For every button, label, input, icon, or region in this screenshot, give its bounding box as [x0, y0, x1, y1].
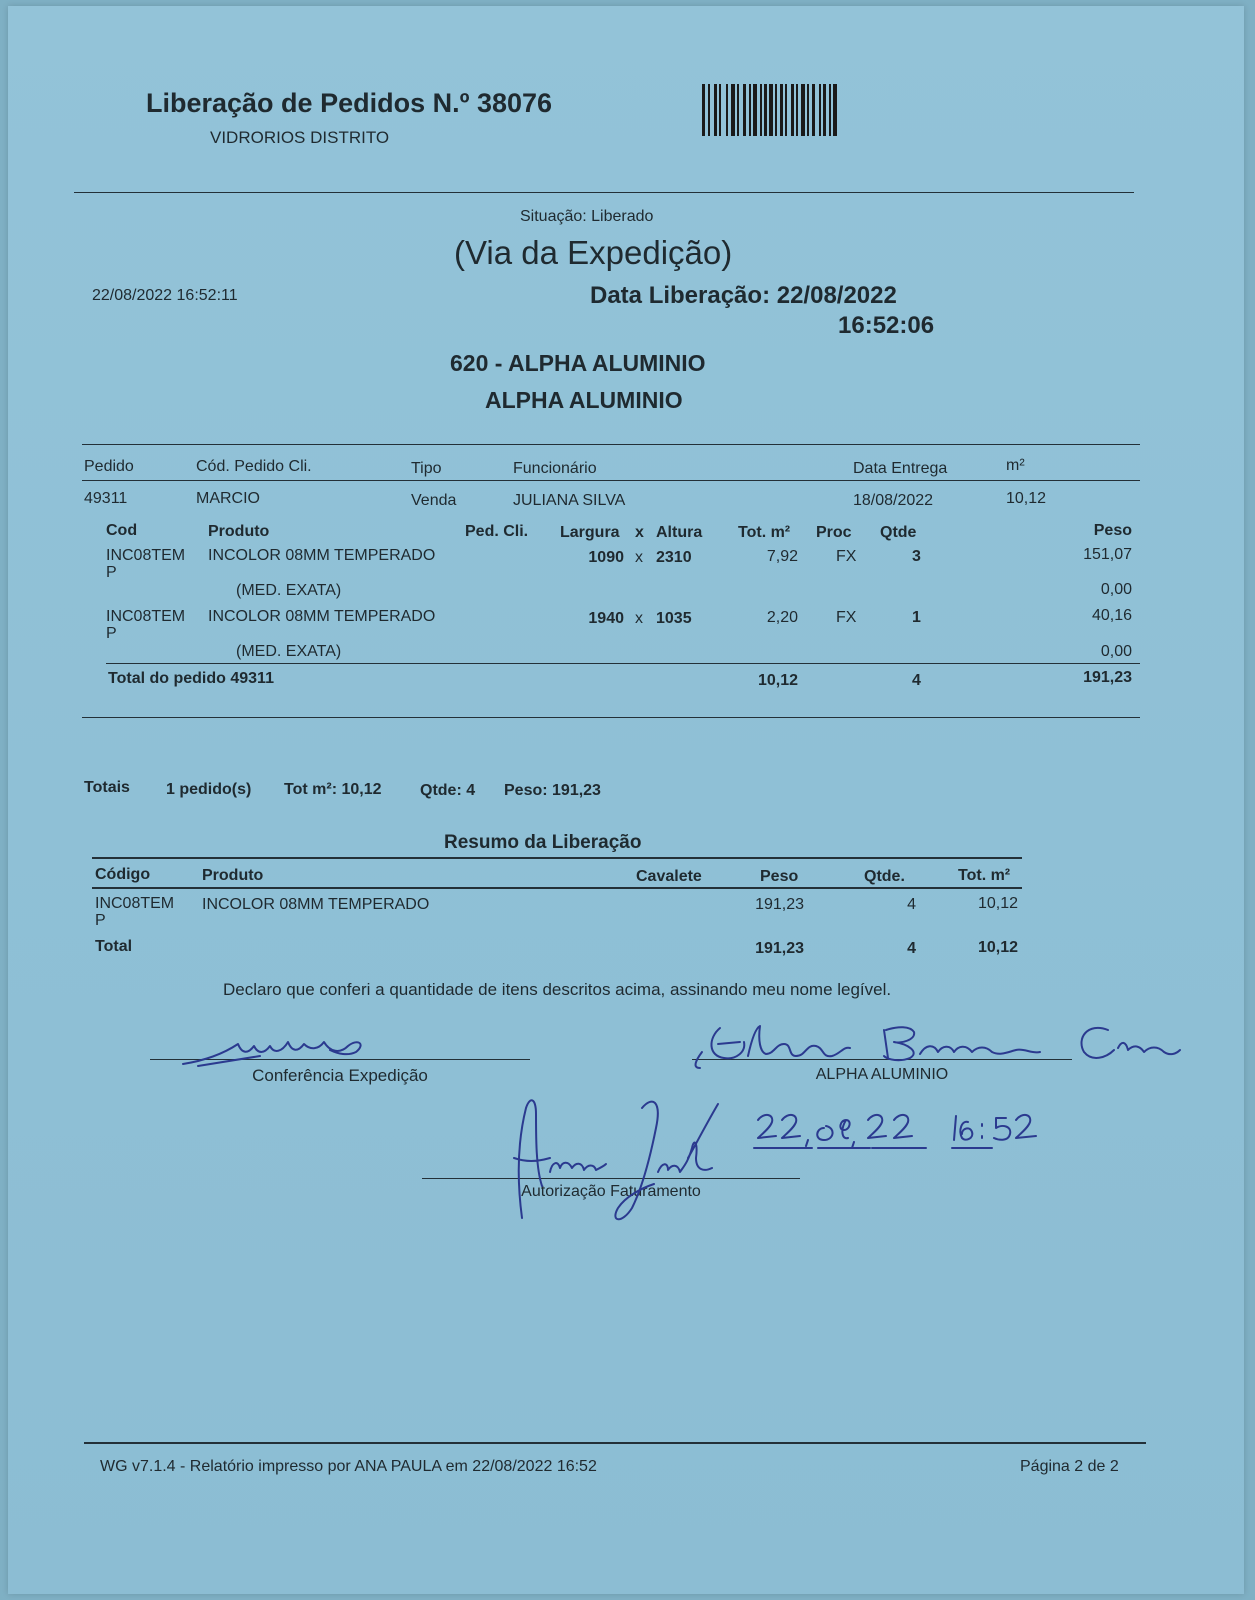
signature-expedicao	[178, 1024, 378, 1074]
totals-qtde: Qtde: 4	[420, 782, 476, 799]
barcode	[702, 84, 837, 136]
totals-label: Totais	[84, 779, 130, 796]
signature-label-faturamento: Autorização Faturamento	[521, 1183, 701, 1200]
item-col-qtde: Qtde	[880, 524, 917, 541]
item-2-qtde: 1	[912, 609, 921, 626]
item-2-x: x	[635, 610, 643, 627]
col-data-entrega: Data Entrega	[853, 460, 948, 477]
signature-label-expedicao: Conferência Expedição	[252, 1066, 428, 1085]
item-col-largura: Largura	[560, 524, 620, 541]
client-code-name: 620 - ALPHA ALUMINIO	[450, 350, 706, 376]
item-1-altura: 2310	[656, 549, 692, 566]
item-col-proc: Proc	[816, 524, 852, 541]
release-time: 16:52:06	[838, 312, 935, 339]
item-1-cod-line2: P	[106, 564, 117, 581]
item-col-x: x	[635, 524, 644, 541]
item-col-tot-m2: Tot. m²	[738, 524, 791, 541]
item-1-proc: FX	[836, 548, 857, 565]
order-cod-pedido-cli: MARCIO	[196, 490, 260, 507]
item-2-note-peso: 0,00	[1100, 643, 1132, 660]
order-table-bottom-line	[82, 717, 1140, 718]
declaration-text: Declaro que conferi a quantidade de itens descritos acima, assinando meu nome legível.	[223, 980, 892, 999]
footer-line	[84, 1442, 1146, 1444]
client-name: ALPHA ALUMINIO	[485, 387, 683, 413]
summary-row-peso: 191,23	[755, 896, 804, 913]
order-total-m2: 10,12	[757, 672, 798, 689]
document-sheet	[8, 6, 1244, 1594]
order-total-qtde: 4	[912, 672, 921, 689]
via-title: (Via da Expedição)	[454, 234, 733, 271]
header-divider	[74, 192, 1134, 193]
item-2-cod-line2: P	[106, 625, 117, 642]
item-2-largura: 1940	[588, 610, 624, 627]
item-2-peso: 40,16	[1091, 607, 1132, 624]
item-col-altura: Altura	[656, 524, 703, 541]
order-pedido: 49311	[84, 490, 128, 507]
item-col-peso: Peso	[1093, 522, 1132, 539]
item-1-x: x	[635, 549, 643, 566]
document-title: Liberação de Pedidos N.º 38076	[146, 88, 553, 118]
order-total-peso: 191,23	[1083, 669, 1132, 686]
summary-row-codigo-line2: P	[95, 912, 106, 929]
summary-col-tot-m2: Tot. m²	[958, 867, 1011, 884]
summary-header-line	[92, 887, 1022, 889]
summary-total-tot-m2: 10,12	[977, 939, 1018, 956]
item-2-note: (MED. EXATA)	[236, 643, 342, 660]
order-m2: 10,12	[1006, 490, 1047, 507]
item-2-produto: INCOLOR 08MM TEMPERADO	[208, 608, 436, 625]
col-pedido: Pedido	[84, 458, 134, 475]
summary-total-label: Total	[95, 938, 133, 955]
item-2-cod-line1: INC08TEM	[106, 608, 186, 625]
summary-col-produto: Produto	[202, 867, 264, 884]
footer-page-number: Página 2 de 2	[1020, 1458, 1119, 1475]
release-date: Data Liberação: 22/08/2022	[590, 282, 897, 309]
summary-total-qtde: 4	[907, 940, 916, 957]
summary-col-cavalete: Cavalete	[636, 868, 702, 885]
signature-label-client: ALPHA ALUMINIO	[815, 1066, 949, 1083]
handwritten-date	[750, 1106, 1080, 1156]
col-m2: m²	[1006, 457, 1025, 474]
company-name: VIDRORIOS DISTRITO	[210, 128, 390, 147]
order-header-line	[82, 480, 1140, 481]
item-col-cod: Cod	[106, 522, 138, 539]
item-1-cod-line1: INC08TEM	[106, 547, 186, 564]
totals-peso: Peso: 191,23	[504, 782, 601, 799]
order-data-entrega: 18/08/2022	[853, 492, 934, 509]
summary-total-peso: 191,23	[755, 940, 804, 957]
item-1-largura: 1090	[588, 549, 624, 566]
summary-title: Resumo da Liberação	[444, 832, 642, 853]
item-1-peso: 151,07	[1083, 546, 1132, 563]
item-1-tot-m2: 7,92	[766, 548, 798, 565]
item-2-proc: FX	[836, 609, 857, 626]
item-1-qtde: 3	[912, 548, 921, 565]
summary-row-codigo-line1: INC08TEM	[95, 895, 175, 912]
order-total-label: Total do pedido 49311	[108, 670, 274, 687]
item-2-tot-m2: 2,20	[766, 609, 798, 626]
totals-m2: Tot m²: 10,12	[284, 781, 382, 798]
totals-pedidos: 1 pedido(s)	[166, 781, 252, 798]
item-1-note: (MED. EXATA)	[236, 582, 342, 599]
summary-col-codigo: Código	[95, 866, 151, 883]
item-1-produto: INCOLOR 08MM TEMPERADO	[208, 547, 436, 564]
item-2-altura: 1035	[656, 610, 692, 627]
item-col-produto: Produto	[208, 523, 270, 540]
signature-client	[688, 1008, 1188, 1078]
summary-row-produto: INCOLOR 08MM TEMPERADO	[202, 896, 430, 913]
summary-col-qtde: Qtde.	[864, 868, 905, 885]
col-cod-pedido-cli: Cód. Pedido Cli.	[196, 458, 312, 475]
summary-top-line	[92, 857, 1022, 859]
col-tipo: Tipo	[411, 460, 442, 477]
status-text: Situação: Liberado	[520, 208, 654, 225]
col-funcionario: Funcionário	[513, 460, 597, 477]
signature-faturamento	[492, 1088, 722, 1228]
printed-datetime: 22/08/2022 16:52:11	[92, 287, 238, 304]
order-funcionario: JULIANA SILVA	[513, 492, 626, 509]
summary-row-qtde: 4	[907, 896, 916, 913]
summary-col-peso: Peso	[760, 868, 799, 885]
summary-row-tot-m2: 10,12	[977, 895, 1018, 912]
order-tipo: Venda	[411, 492, 457, 509]
item-col-ped-cli: Ped. Cli.	[465, 523, 529, 540]
item-1-note-peso: 0,00	[1100, 581, 1132, 598]
items-total-line	[106, 663, 1140, 664]
footer-printed-by: WG v7.1.4 - Relatório impresso por ANA PAULA em 22/08/2022 16:52	[100, 1458, 597, 1475]
order-table-top-line	[82, 444, 1140, 445]
